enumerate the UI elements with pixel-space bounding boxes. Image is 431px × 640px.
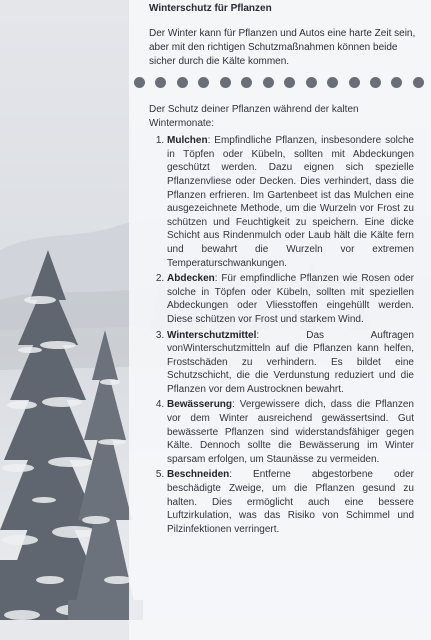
divider-dot [134, 77, 145, 88]
list-item [167, 134, 414, 270]
list-item-term: Abdecken [167, 273, 215, 285]
list-item-term: Winterschutzmittel [167, 329, 257, 341]
lead-text: Der Schutz deiner Pflanzen während der kalten Wintermonate: [149, 104, 359, 129]
divider-dot [241, 77, 252, 88]
list-item-term: Mulchen [167, 135, 208, 147]
list-item-text: : Das Auftragen vonWinterschutzmitteln auf die Pflanzen kann helfen, Frostschäden zu verhindern. Es bildet eine Schutzschicht, die die Verdunstung reduziert und die Pflanzen vor dem Austrocknen bewahrt. [167, 329, 414, 395]
divider-dot [413, 77, 424, 88]
divider-dot [220, 77, 231, 88]
divider-dot [327, 77, 338, 88]
dotted-divider [134, 76, 424, 88]
intro-paragraph: Der Winter kann für Pflanzen und Autos eine harte Zeit sein, aber mit den richtigen Schutzmaßnahmen können beide sicher durch die Kälte kommen. [149, 28, 416, 67]
list-item-text: : Entferne abgestorbene oder beschädigte Zweige, um die Pflanzen gesund zu halten. Dies ermöglicht auch eine bessere Luftzirkulation, was das Risiko von Schimmel und Pilzinfektionen verringert. [167, 469, 414, 535]
list-item-text: : Für empfindliche Pflanzen wie Rosen oder solche in Töpfen oder Kübeln, sollten mit speziellen Abdeckungen oder Vliesstoffen eingehüllt werden. Diese schützen vor Frost und starkem Wind. [167, 273, 414, 325]
protection-list [149, 134, 414, 536]
divider-dot [349, 77, 360, 88]
list-item-text: : Vergewissere dich, dass die Pflanzen vor dem Winter ausreichend gewässertsind. Gut bewässerte Pflanzen sind widerstandsfähiger gegen Kälte. Dennoch sollte die Bewässerung im Winter sparsam erfolgen, um Staunässe zu vermeiden. [167, 399, 414, 465]
divider-dot [198, 77, 209, 88]
list-item [167, 468, 414, 536]
list-item-term: Beschneiden [167, 469, 230, 481]
divider-dot [284, 77, 295, 88]
list-item [167, 329, 414, 397]
list-item [167, 272, 414, 326]
divider-dot [306, 77, 317, 88]
divider-dot [263, 77, 274, 88]
list-item-term: Bewässerung [167, 399, 233, 411]
divider-dot [391, 77, 402, 88]
list-item [167, 398, 414, 466]
divider-dot [370, 77, 381, 88]
content-section [149, 103, 414, 538]
list-item-text: : Empfindliche Pflanzen, insbesondere solche in Töpfen oder Kübeln, sollten mit Abdeckungen geschützt werden. Dazu eignen sich spezielle Pflanzenvliese oder Decken. Dies verhindert, dass die Pflanzen erfrieren. Im Gartenbeet ist das Mulchen eine ausgezeichnete Methode, um die Wurzeln vor Frost zu schützen und Feuchtigkeit zu speichern. Eine dicke Schicht aus Rindenmulch oder Laub hält die Kälte fern und bewahrt die Wurzeln vor extremen Temperaturschwankungen. [167, 135, 414, 269]
divider-dot [155, 77, 166, 88]
divider-dot [177, 77, 188, 88]
page-title: Winterschutz für Pflanzen [149, 3, 272, 14]
